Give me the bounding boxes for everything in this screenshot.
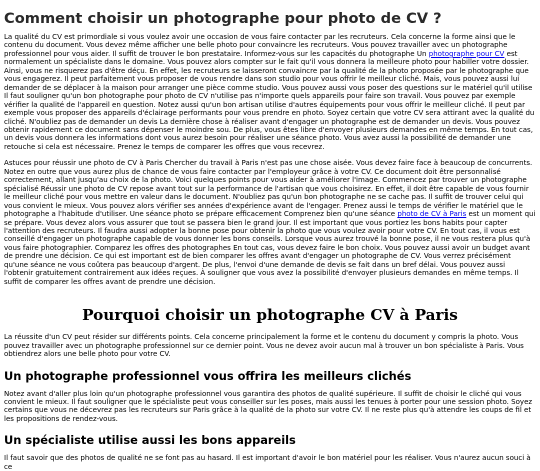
- intro-p1-text-b: est normalement un spécialiste dans le domaine. Vous pouvez alors compter sur le fait qu'il vous donnera la meilleure photo pour habiller votre dossier. Ainsi, vous ne risquerez pas d'être déçu. En effet, les recruteurs se laisseront convaincre par la qualité de la photo proposée par le photographe que vous engagerez. Il peut parfaitement vous proposer de vous rendre dans son studio pour vous offrir le meilleur cliché. Mais, vous pouvez aussi lui demander de se déplacer à la maison pour arranger une pièce comme studio. Vous pouvez aussi vous poser des questions sur le matériel qu'il utilise Il faut souligner qu'un bon photographe pour photo de CV n'utilise pas n'importe quels appareils pour faire son travail. Vous pouvez par exemple vérifier la qualité de l'appareil en question. Notez aussi qu'un bon artisan utilise d'autres équipements pour vous offrir le meilleur cliché. Il peut par exemple vous proposer des appareils d'éclairage performants pour vous prendre en photo. Soyez certain que votre CV sera attirant avec la qualité du cliché. N'oubliez pas de demander un devis La dernière chose à réaliser avant d'engager un photographe est de demander un devis. Vous pouvez obtenir rapidement ce document sans dépenser le moindre sou. De plus, vous êtes libre d'envoyer plusieurs demandes en même temps. En tout cas, un devis vous donnera les informations dont vous aurez besoin pour réaliser une séance photo. Vous avez aussi la possibilité de demander une retouche si cela est nécessaire. Prenez le temps de comparer les offres que vous recevrez.: [4, 48, 535, 151]
- section-heading-pourquoi: Pourquoi choisir un photographe CV à Paris: [82, 306, 458, 325]
- intro-p2-text-a: Astuces pour réussir une photo de CV à Paris Chercher du travail à Paris n'est pas une chose aisée. Vous devez faire face à beaucoup de concurrents. Notez en outre que vous aurez plus de chance de vous faire contacter par l'employeur grâce à votre CV. Ce document doit être personnalisé correctement, allant jusqu'au choix de la photo. Voici quelques points pour vous aider à améliorer l'image. Commencez par trouver un photographe spécialisé Réussir une photo de CV repose avant tout sur la performance de l'artisan que vous choisirez. En effet, il doit être capable de vous fournir le meilleur cliché pour vous mettre en valeur dans le document. N'oubliez pas qu'un bon photographe ne se cache pas. Il suffit de trouver celui qui vous convient le mieux. Vous pouvez alors vérifier ses années d'expérience avant de l'engager. Prenez aussi le temps de vérifier le matériel que le photographe a l'habitude d'utiliser. Une séance photo se prépare efficacement Comprenez bien qu'une séance: [4, 158, 533, 219]
- photo-cv-paris-link[interactable]: photo de CV à Paris: [397, 209, 467, 219]
- article: [0, 10, 540, 471]
- intro-paragraph-1: [4, 33, 536, 151]
- intro-p1-text-a: La qualité du CV est primordiale si vous voulez avoir une occasion de vous faire contacter par les recruteurs. Cela concerne la forme ainsi que le contenu du document. Vous devez même afficher une belle photo pour convaincre les recruteurs. Vous pouvez travailler avec un photographe professionnel pour vous aider. Il suffit de trouver le bon prestataire. Informez-vous sur les capacités du photographe Un: [4, 32, 516, 58]
- page-title: Comment choisir un photographe pour photo de CV ?: [4, 10, 442, 27]
- intro-p2-text-b: est un moment qui se prépare. Vous devez alors vous assurer que tout se passera bien le grand jour. Il est important que vous portiez les bons habits pour capter l'attention des recruteurs. Il faudra aussi adopter la bonne pose pour obtenir la photo que vous voulez avoir pour votre CV. En tout cas, il vous est conseillé d'engager un photographe capable de vous donner les bons conseils. Lorsque vous aurez trouvé la bonne pose, il ne vous restera plus qu'à vous faire photographier. Comparez les offres des photographes En tout cas, vous devez faire le bon choix. Vous pouvez aussi avoir un budget avant de prendre une décision. Ce qui est important est de bien comparer les offres avant d'engager un photographe de CV. Vous verrez précisément qu'une séance ne vous coûtera pas beaucoup d'argent. De plus, l'envoi d'une demande de devis se fait dans un bref délai. Vous pouvez aussi l'obtenir gratuitement contrairement aux idées reçues. À souligner que vous avez la possibilité d'envoyer plusieurs demandes en même temps. Il suffit de comparer les offres avant de prendre une décision.: [4, 209, 536, 286]
- section2-paragraph: La réussite d'un CV peut résider sur différents points. Cela concerne principalement la forme et le contenu du document y compris la photo. Vous pouvez travailler avec un photographe professionnel sur ce dernier point. Vous ne devez avoir aucun mal à trouver un bon spécialiste à Paris. Vous obtiendrez alors une belle photo pour votre CV.: [4, 332, 524, 359]
- section-heading-professionnel: Un photographe professionnel vous offrira les meilleurs clichés: [4, 368, 412, 383]
- section3-paragraph: Notez avant d'aller plus loin qu'un photographe professionnel vous garantira des photos de qualité supérieure. Il suffit de choisir le cliché qui vous convient le mieux. Il faut souligner que le spécialiste peut vous conseiller sur les poses, mais aussi les tenues à porter pour une session photo. Soyez certains que vous ne décevrez pas les recruteurs sur Paris grâce à la qualité de la photo sur votre CV. Il ne reste plus qu'à attendre les coups de fil et les propositions de rendez-vous.: [4, 388, 533, 423]
- photographe-cv-link[interactable]: photographe pour CV: [428, 48, 505, 58]
- intro-paragraph-2: [4, 159, 536, 286]
- section-heading-appareils: Un spécialiste utilise aussi les bons appareils: [4, 433, 296, 448]
- section4-paragraph: Il faut savoir que des photos de qualité ne se font pas au hasard. Il est important d'avoir le bon matériel pour les réaliser. Vous n'aurez aucun souci à ce: [4, 453, 531, 471]
